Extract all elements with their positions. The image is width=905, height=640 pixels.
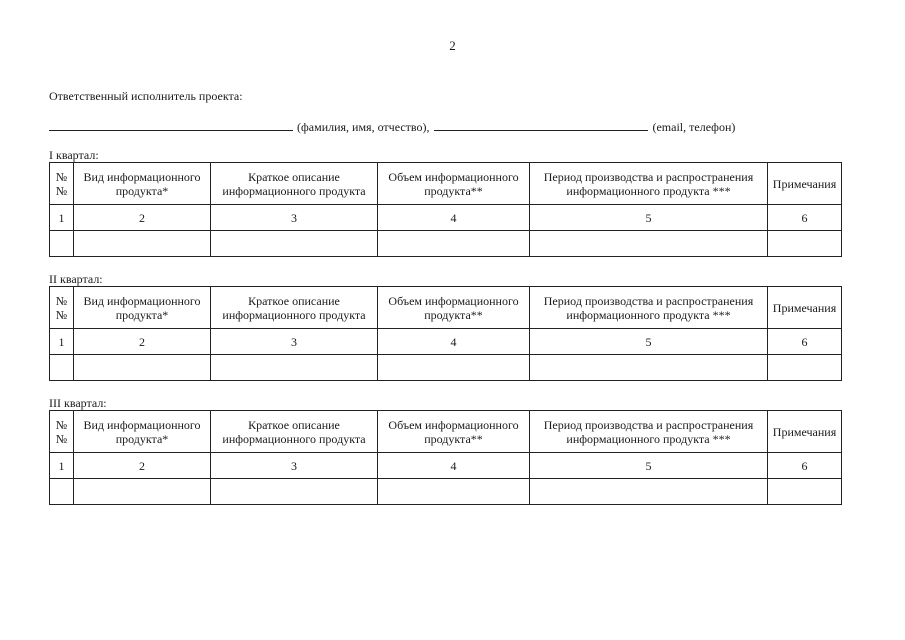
column-number-row — [50, 453, 842, 479]
column-number: 3 — [211, 453, 378, 479]
entry-cell[interactable] — [378, 479, 530, 505]
header-product-type: Вид информационного продукта* — [74, 287, 211, 329]
quarter-2-table — [49, 286, 842, 381]
quarter-1-table — [49, 162, 842, 257]
header-period: Период производства и распространения информационного продукта *** — [530, 411, 768, 453]
quarter-3-label: III квартал: — [49, 396, 107, 410]
column-number: 5 — [530, 329, 768, 355]
entry-cell[interactable] — [50, 479, 74, 505]
entry-cell[interactable] — [74, 355, 211, 381]
entry-cell[interactable] — [211, 231, 378, 257]
column-number: 5 — [530, 205, 768, 231]
page-number: 2 — [449, 38, 456, 53]
header-product-type: Вид информационного продукта* — [74, 163, 211, 205]
header-volume: Объем информационного продукта** — [378, 411, 530, 453]
quarter-3-table — [49, 410, 842, 505]
quarter-1-label: I квартал: — [49, 148, 99, 162]
entry-cell[interactable] — [378, 355, 530, 381]
header-row — [50, 287, 842, 329]
entry-cell[interactable] — [50, 355, 74, 381]
entry-cell[interactable] — [530, 231, 768, 257]
column-number: 6 — [768, 329, 842, 355]
column-number: 3 — [211, 205, 378, 231]
header-short-description: Краткое описание информационного продукта — [211, 287, 378, 329]
responsible-executor-label: Ответственный исполнитель проекта: — [49, 89, 243, 103]
header-period: Период производства и распространения информационного продукта *** — [530, 287, 768, 329]
header-short-description: Краткое описание информационного продукта — [211, 411, 378, 453]
entry-row — [50, 479, 842, 505]
name-blank — [49, 118, 293, 131]
column-number: 4 — [378, 329, 530, 355]
header-row — [50, 411, 842, 453]
column-number: 6 — [768, 205, 842, 231]
entry-row — [50, 355, 842, 381]
entry-row — [50, 231, 842, 257]
header-number: №№ — [50, 287, 74, 329]
header-product-type: Вид информационного продукта* — [74, 411, 211, 453]
column-number-row — [50, 329, 842, 355]
header-volume: Объем информационного продукта** — [378, 163, 530, 205]
header-row — [50, 163, 842, 205]
quarter-2-label: II квартал: — [49, 272, 103, 286]
header-number: №№ — [50, 411, 74, 453]
column-number: 2 — [74, 205, 211, 231]
signature-line — [49, 118, 735, 135]
header-notes: Примечания — [768, 287, 842, 329]
header-volume: Объем информационного продукта** — [378, 287, 530, 329]
column-number: 1 — [50, 329, 74, 355]
entry-cell[interactable] — [74, 479, 211, 505]
column-number-row — [50, 205, 842, 231]
column-number: 4 — [378, 453, 530, 479]
column-number: 2 — [74, 329, 211, 355]
column-number: 3 — [211, 329, 378, 355]
header-notes: Примечания — [768, 163, 842, 205]
entry-cell[interactable] — [74, 231, 211, 257]
entry-cell[interactable] — [378, 231, 530, 257]
entry-cell[interactable] — [211, 355, 378, 381]
column-number: 5 — [530, 453, 768, 479]
contact-blank — [434, 118, 648, 131]
entry-cell[interactable] — [530, 479, 768, 505]
column-number: 1 — [50, 205, 74, 231]
entry-cell[interactable] — [50, 231, 74, 257]
header-notes: Примечания — [768, 411, 842, 453]
entry-cell[interactable] — [768, 231, 842, 257]
name-caption: (фамилия, имя, отчество), — [297, 120, 430, 134]
entry-cell[interactable] — [768, 355, 842, 381]
column-number: 2 — [74, 453, 211, 479]
column-number: 4 — [378, 205, 530, 231]
column-number: 1 — [50, 453, 74, 479]
entry-cell[interactable] — [530, 355, 768, 381]
column-number: 6 — [768, 453, 842, 479]
header-short-description: Краткое описание информационного продукта — [211, 163, 378, 205]
entry-cell[interactable] — [211, 479, 378, 505]
header-number: №№ — [50, 163, 74, 205]
header-period: Период производства и распространения информационного продукта *** — [530, 163, 768, 205]
entry-cell[interactable] — [768, 479, 842, 505]
contact-caption: (email, телефон) — [652, 120, 736, 134]
